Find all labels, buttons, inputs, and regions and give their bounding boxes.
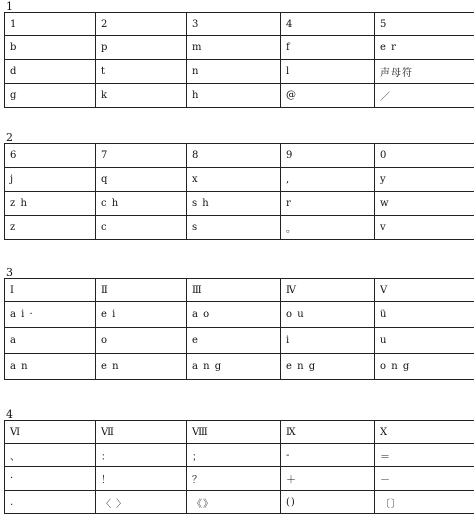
table-cell: p <box>96 36 187 60</box>
table-cell: ＝ <box>375 444 474 467</box>
section-number: 2 <box>6 131 13 144</box>
table-cell: h <box>187 84 281 108</box>
table-cell: m <box>187 36 281 60</box>
table-cell: o n g <box>375 354 474 380</box>
section-number: 1 <box>6 0 13 13</box>
table-cell: , <box>281 168 375 192</box>
key-table-4 <box>4 420 474 514</box>
table-cell: e i <box>96 302 187 328</box>
table-row <box>5 328 474 354</box>
table-cell: 7 <box>96 144 187 168</box>
table-cell: k <box>96 84 187 108</box>
section-number: 3 <box>6 266 13 279</box>
table-row <box>5 84 474 108</box>
table-cell: 8 <box>187 144 281 168</box>
key-table-3 <box>4 278 474 380</box>
table-cell: 1 <box>5 13 96 36</box>
table-cell: z h <box>5 192 96 216</box>
table-cell: 声母符 <box>375 60 474 84</box>
table-row <box>5 192 474 216</box>
table-row <box>5 467 474 491</box>
table-cell: ？ <box>187 467 281 491</box>
table-cell: － <box>375 467 474 491</box>
table-cell: 9 <box>281 144 375 168</box>
table-cell: ／ <box>375 84 474 108</box>
table-cell: Ⅶ <box>96 421 187 444</box>
table-cell: e r <box>375 36 474 60</box>
table-cell: 4 <box>281 13 375 36</box>
table-cell: 0 <box>375 144 474 168</box>
table-cell: x <box>187 168 281 192</box>
table-row <box>5 279 474 302</box>
table-cell: ü <box>375 302 474 328</box>
table-cell: r <box>281 192 375 216</box>
table-row <box>5 354 474 380</box>
table-cell: w <box>375 192 474 216</box>
table-cell: 〈 〉 <box>96 491 187 514</box>
table-cell: Ⅹ <box>375 421 474 444</box>
table-cell: y <box>375 168 474 192</box>
table-cell: . <box>5 491 96 514</box>
table-cell: Ⅴ <box>375 279 474 302</box>
table-cell: 6 <box>5 144 96 168</box>
table-cell: a n <box>5 354 96 380</box>
table-cell: a i · <box>5 302 96 328</box>
table-cell: g <box>5 84 96 108</box>
table-cell: s <box>187 216 281 240</box>
table-row <box>5 216 474 240</box>
table-row <box>5 144 474 168</box>
table-cell: 2 <box>96 13 187 36</box>
table-row <box>5 421 474 444</box>
table-cell: ！ <box>96 467 187 491</box>
table-cell: e n g <box>281 354 375 380</box>
key-table-2 <box>4 143 474 240</box>
table-cell: ＋ <box>281 467 375 491</box>
table-cell: o <box>96 328 187 354</box>
table-row <box>5 13 474 36</box>
table-cell: q <box>96 168 187 192</box>
table-cell: - <box>281 444 375 467</box>
table-row <box>5 302 474 328</box>
table-cell: 〔〕 <box>375 491 474 514</box>
table-cell: Ⅷ <box>187 421 281 444</box>
table-cell: d <box>5 60 96 84</box>
table-cell: Ⅳ <box>281 279 375 302</box>
table-cell: u <box>375 328 474 354</box>
table-cell: 《》 <box>187 491 281 514</box>
table-cell: v <box>375 216 474 240</box>
table-cell: a o <box>187 302 281 328</box>
section-number: 4 <box>6 408 13 421</box>
table-cell: () <box>281 491 375 514</box>
table-cell: e <box>187 328 281 354</box>
table-cell: n <box>187 60 281 84</box>
table-row <box>5 168 474 192</box>
table-cell: c <box>96 216 187 240</box>
table-cell: l <box>281 60 375 84</box>
table-cell: c h <box>96 192 187 216</box>
table-cell: Ⅸ <box>281 421 375 444</box>
table-cell: ； <box>187 444 281 467</box>
table-cell: Ⅱ <box>96 279 187 302</box>
table-cell: Ⅰ <box>5 279 96 302</box>
table-row <box>5 444 474 467</box>
table-cell: e n <box>96 354 187 380</box>
table-row <box>5 60 474 84</box>
table-row <box>5 491 474 514</box>
table-cell: t <box>96 60 187 84</box>
table-cell: j <box>5 168 96 192</box>
table-cell: @ <box>281 84 375 108</box>
key-table-1 <box>4 12 474 108</box>
table-cell: z <box>5 216 96 240</box>
table-cell: 5 <box>375 13 474 36</box>
table-cell: b <box>5 36 96 60</box>
table-cell: Ⅵ <box>5 421 96 444</box>
table-cell: ： <box>96 444 187 467</box>
table-cell: · <box>5 467 96 491</box>
table-cell: 。 <box>281 216 375 240</box>
table-cell: 、 <box>5 444 96 467</box>
table-cell: a n g <box>187 354 281 380</box>
table-row <box>5 36 474 60</box>
table-cell: o u <box>281 302 375 328</box>
table-cell: a <box>5 328 96 354</box>
table-cell: 3 <box>187 13 281 36</box>
table-cell: Ⅲ <box>187 279 281 302</box>
table-cell: f <box>281 36 375 60</box>
table-cell: i <box>281 328 375 354</box>
table-cell: s h <box>187 192 281 216</box>
